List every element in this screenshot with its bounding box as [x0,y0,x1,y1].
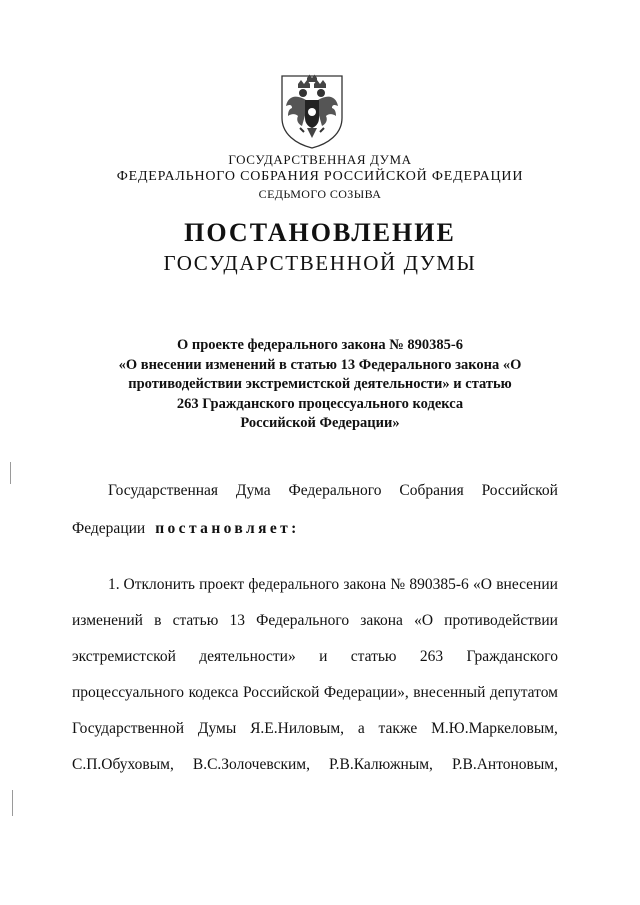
word: Я.Е.Ниловым, [250,720,345,737]
subject-line: 263 Гражданского процессуального кодекса [176,395,464,412]
word: также [378,720,418,737]
preamble-line-1 [108,482,558,500]
word: деятельности» [199,648,296,665]
word: «О [414,612,434,629]
word: статью [350,648,397,665]
scan-artifact [10,462,11,484]
word: закона [343,576,387,593]
word: 1. Отклонить [108,576,195,593]
word: Российской [242,684,320,701]
scan-artifact [12,790,13,816]
word: С.П.Обуховым, [72,756,174,773]
item1-line-3 [72,648,558,666]
word: Федерации [72,520,146,537]
word: а [357,720,365,737]
word: изменений [72,612,143,629]
word: внесении [496,576,558,593]
institution-line-1: ГОСУДАРСТВЕННАЯ ДУМА [228,152,412,167]
word: внесенный [413,684,486,701]
word: экстремистской [72,648,176,665]
document-type-title: ПОСТАНОВЛЕНИЕ [184,218,456,247]
word: 13 [229,612,245,629]
word: и [319,648,328,665]
word: в [154,612,162,629]
item1-line-6 [72,756,558,774]
preamble-line-2 [72,520,558,538]
word: Гражданского [466,648,558,665]
word: Федерального [288,482,382,499]
word: Р.В.Калюжным, [328,756,433,773]
word: Российской [481,482,558,499]
institution-line-3: СЕДЬМОГО СОЗЫВА [258,187,382,201]
coat-of-arms-icon [276,72,348,150]
word: Государственная [108,482,219,499]
word: процессуального [72,684,185,701]
word: Государственной [72,720,185,737]
word: Думы [197,720,237,737]
subject-line: «О внесении изменений в статью 13 Федерального закона «О [118,356,522,373]
word: Р.В.Антоновым, [451,756,558,773]
subject-line: противодействии экстремистской деятельности» и статью [128,376,512,392]
word: депутатом [489,684,558,701]
word: статью [172,612,219,629]
word: федерального [248,576,340,593]
item1-line-2 [72,612,558,630]
word: Дума [235,482,271,499]
word: «О [473,576,492,593]
item1-line-5 [72,720,558,738]
document-subject [60,336,580,434]
word: М.Ю.Маркеловым, [431,720,558,737]
word: Федерации», [323,684,409,701]
resolves-verb: постановляет: [155,520,300,537]
word: № [390,576,406,593]
word: В.С.Золочевским, [192,756,310,773]
document-issuer: ГОСУДАРСТВЕННОЙ ДУМЫ [163,251,477,275]
word: 263 [419,648,444,665]
word: проект [199,576,245,593]
item1-line-4 [72,684,558,702]
word: кодекса [188,684,239,701]
item1-line-1 [108,576,558,594]
word: Собрания [399,482,464,499]
word: противодействии [444,612,558,629]
subject-line: О проекте федерального закона № 890385-6 [176,337,464,353]
subject-line: Российской Федерации» [240,415,400,431]
institution-line-2: ФЕДЕРАЛЬНОГО СОБРАНИЯ РОССИЙСКОЙ ФЕДЕРАЦИИ [116,169,524,184]
word: 890385-6 [409,576,469,593]
word: закона [360,612,403,629]
word: Федерального [256,612,350,629]
